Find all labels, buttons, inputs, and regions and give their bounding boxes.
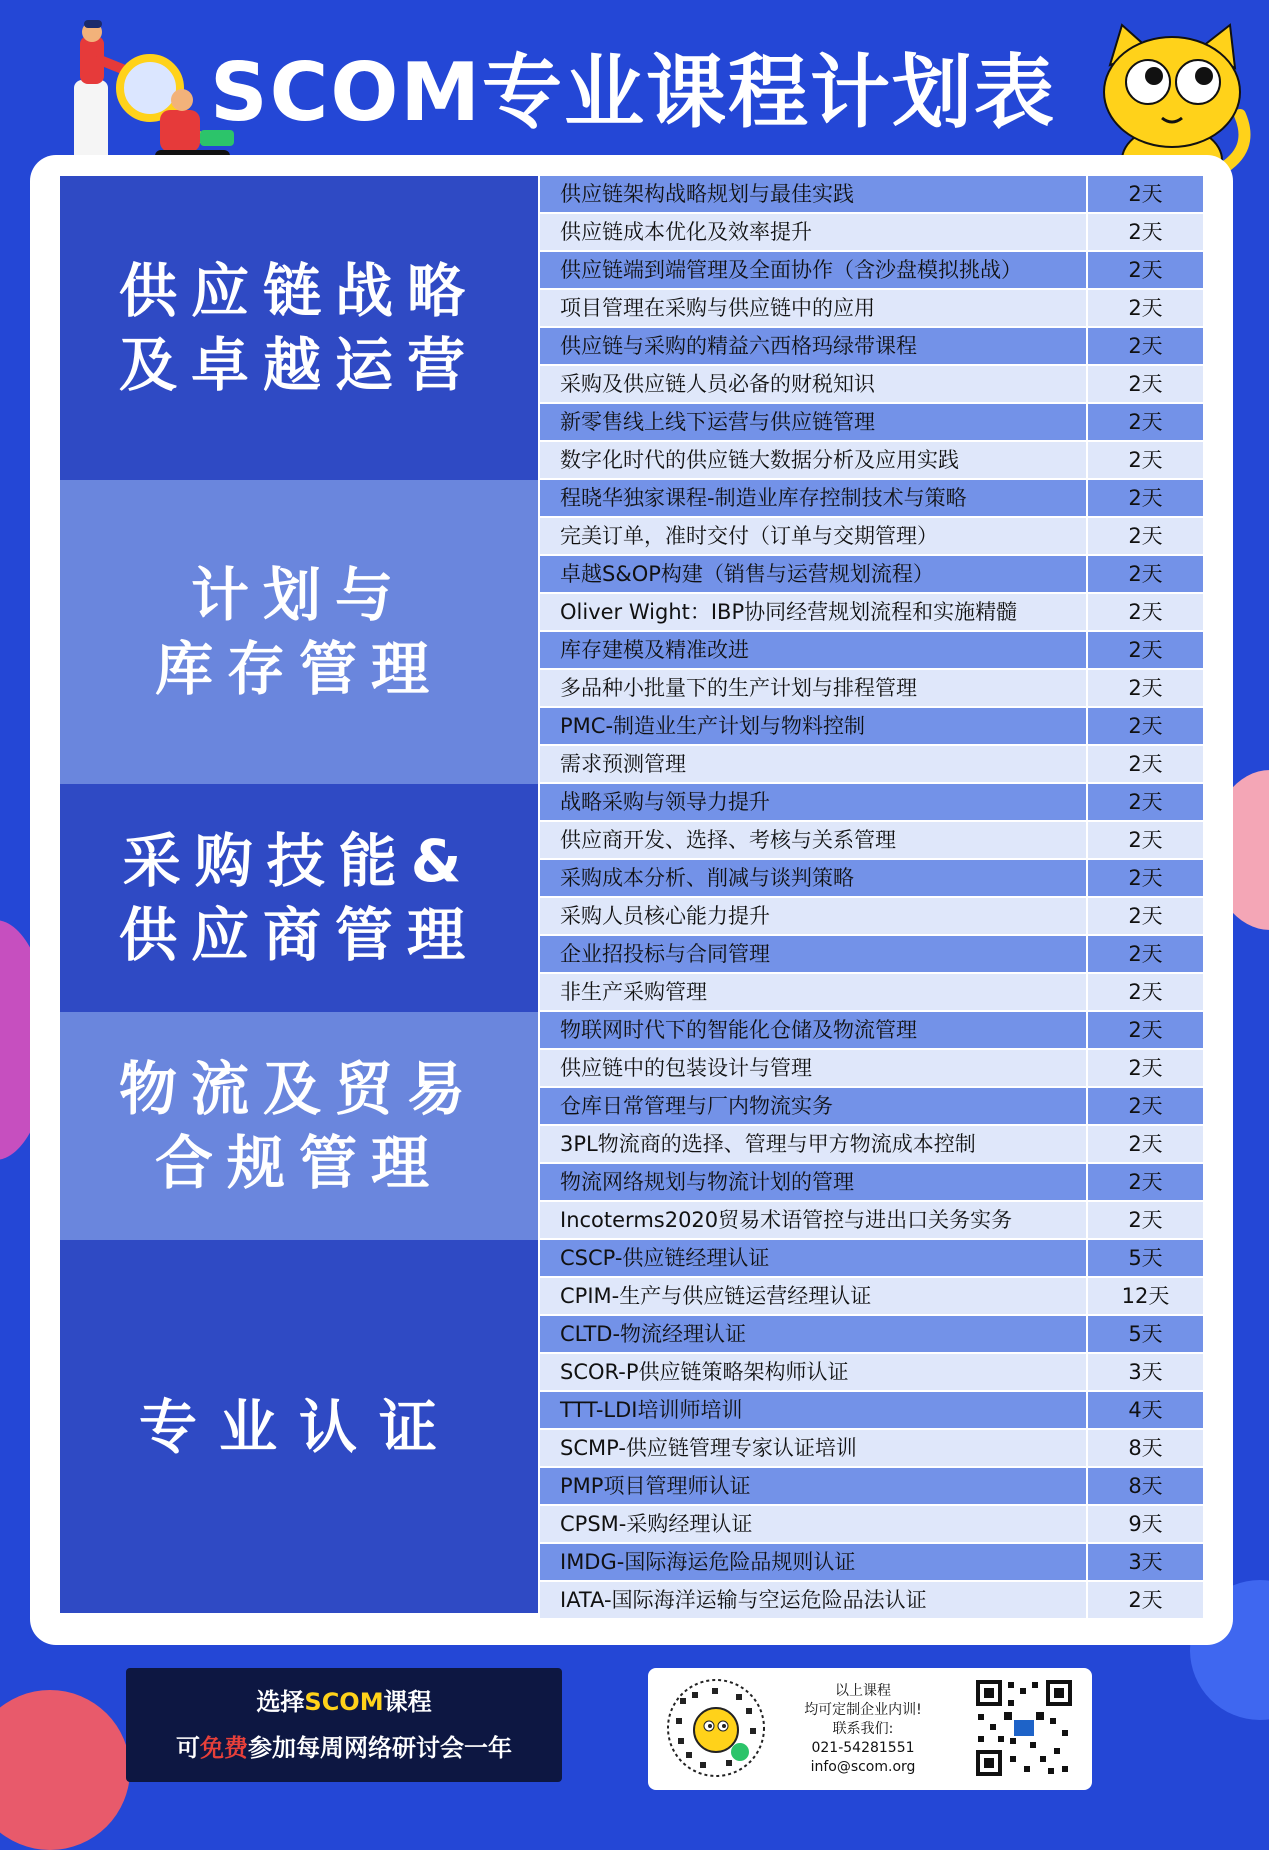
course-name: 需求预测管理 <box>540 746 1086 782</box>
course-row <box>540 594 1203 632</box>
course-row <box>540 518 1203 556</box>
course-days: 2天 <box>1088 366 1203 402</box>
course-name: 完美订单，准时交付（订单与交期管理） <box>540 518 1086 554</box>
promo-text: 可 <box>176 1734 200 1762</box>
course-days: 2天 <box>1088 632 1203 668</box>
course-days: 2天 <box>1088 1164 1203 1200</box>
course-days: 3天 <box>1088 1354 1203 1390</box>
course-row <box>540 670 1203 708</box>
course-days: 2天 <box>1088 328 1203 364</box>
course-days: 12天 <box>1088 1278 1203 1314</box>
course-days: 2天 <box>1088 860 1203 896</box>
course-name: 企业招投标与合同管理 <box>540 936 1086 972</box>
course-row <box>540 860 1203 898</box>
contact-line: 以上课程 <box>835 1683 891 1699</box>
course-table <box>60 176 1203 1613</box>
course-days: 2天 <box>1088 1126 1203 1162</box>
course-row <box>540 252 1203 290</box>
course-days: 3天 <box>1088 1544 1203 1580</box>
contact-box <box>648 1668 1092 1790</box>
course-name: 供应商开发、选择、考核与关系管理 <box>540 822 1086 858</box>
category-block <box>60 1012 538 1240</box>
course-row <box>540 1544 1203 1582</box>
category-block <box>60 480 538 784</box>
category-block <box>60 176 538 480</box>
promo-free: 免费 <box>200 1734 248 1762</box>
qr-code-icon[interactable] <box>974 1678 1074 1778</box>
course-row <box>540 784 1203 822</box>
course-row <box>540 290 1203 328</box>
course-days: 9天 <box>1088 1506 1203 1542</box>
course-name: 3PL物流商的选择、管理与甲方物流成本控制 <box>540 1126 1086 1162</box>
promo-text: 参加每周网络研讨会一年 <box>248 1734 512 1762</box>
course-row <box>540 1012 1203 1050</box>
page-title: SCOM专业课程计划表 <box>210 46 1056 139</box>
course-name: SCMP-供应链管理专家认证培训 <box>540 1430 1086 1466</box>
course-name: 采购成本分析、削减与谈判策略 <box>540 860 1086 896</box>
course-days: 2天 <box>1088 556 1203 592</box>
course-row <box>540 1126 1203 1164</box>
course-name: PMC-制造业生产计划与物料控制 <box>540 708 1086 744</box>
course-name: 新零售线上线下运营与供应链管理 <box>540 404 1086 440</box>
course-name: PMP项目管理师认证 <box>540 1468 1086 1504</box>
course-days: 2天 <box>1088 1088 1203 1124</box>
contact-phone[interactable]: 021-54281551 <box>811 1740 915 1756</box>
category-title: 物流及贸易 合规管理 <box>118 1055 479 1197</box>
course-days: 2天 <box>1088 442 1203 478</box>
course-days: 2天 <box>1088 404 1203 440</box>
course-name: 物流网络规划与物流计划的管理 <box>540 1164 1086 1200</box>
course-days: 2天 <box>1088 1582 1203 1618</box>
course-row <box>540 898 1203 936</box>
course-days: 2天 <box>1088 746 1203 782</box>
course-row <box>540 176 1203 214</box>
course-name: 供应链中的包装设计与管理 <box>540 1050 1086 1086</box>
course-name: 项目管理在采购与供应链中的应用 <box>540 290 1086 326</box>
promo-line-1 <box>126 1686 562 1718</box>
contact-line: 均可定制企业内训! <box>804 1702 922 1718</box>
course-row <box>540 214 1203 252</box>
course-days: 2天 <box>1088 670 1203 706</box>
course-row <box>540 1506 1203 1544</box>
course-name: SCOR-P供应链策略架构师认证 <box>540 1354 1086 1390</box>
course-name: CLTD-物流经理认证 <box>540 1316 1086 1352</box>
category-block <box>60 784 538 1012</box>
course-days: 2天 <box>1088 176 1203 212</box>
course-row <box>540 1088 1203 1126</box>
course-name: IMDG-国际海运危险品规则认证 <box>540 1544 1086 1580</box>
course-row <box>540 822 1203 860</box>
course-row <box>540 480 1203 518</box>
course-name: Incoterms2020贸易术语管控与进出口关务实务 <box>540 1202 1086 1238</box>
course-row <box>540 974 1203 1012</box>
course-name: 非生产采购管理 <box>540 974 1086 1010</box>
course-row <box>540 1430 1203 1468</box>
course-row <box>540 632 1203 670</box>
category-title: 计划与 库存管理 <box>154 561 443 703</box>
course-name: CPSM-采购经理认证 <box>540 1506 1086 1542</box>
course-days: 8天 <box>1088 1430 1203 1466</box>
course-name: CPIM-生产与供应链运营经理认证 <box>540 1278 1086 1314</box>
course-days: 2天 <box>1088 480 1203 516</box>
course-days: 2天 <box>1088 974 1203 1010</box>
course-name: 供应链架构战略规划与最佳实践 <box>540 176 1086 212</box>
course-row <box>540 1354 1203 1392</box>
course-row <box>540 1240 1203 1278</box>
category-title: 采购技能& 供应商管理 <box>118 827 479 969</box>
promo-banner <box>126 1668 562 1782</box>
course-name: 采购人员核心能力提升 <box>540 898 1086 934</box>
contact-email[interactable]: info@scom.org <box>810 1759 916 1775</box>
course-row <box>540 1278 1203 1316</box>
course-name: Oliver Wight：IBP协同经营规划流程和实施精髓 <box>540 594 1086 630</box>
course-row <box>540 442 1203 480</box>
course-row <box>540 746 1203 784</box>
course-days: 2天 <box>1088 1202 1203 1238</box>
promo-line-2 <box>126 1732 562 1764</box>
course-name: 多品种小批量下的生产计划与排程管理 <box>540 670 1086 706</box>
course-row <box>540 936 1203 974</box>
course-row <box>540 1392 1203 1430</box>
course-row <box>540 328 1203 366</box>
bg-circle-bottom-left <box>0 1690 130 1850</box>
course-name: IATA-国际海洋运输与空运危险品法认证 <box>540 1582 1086 1618</box>
course-days: 2天 <box>1088 594 1203 630</box>
course-row <box>540 404 1203 442</box>
course-name: 数字化时代的供应链大数据分析及应用实践 <box>540 442 1086 478</box>
course-days: 2天 <box>1088 936 1203 972</box>
course-name: 供应链端到端管理及全面协作（含沙盘模拟挑战） <box>540 252 1086 288</box>
promo-text: 课程 <box>383 1688 432 1716</box>
course-days: 5天 <box>1088 1240 1203 1276</box>
course-row <box>540 1050 1203 1088</box>
contact-info <box>778 1682 948 1777</box>
course-name: 战略采购与领导力提升 <box>540 784 1086 820</box>
course-row <box>540 708 1203 746</box>
course-row <box>540 1316 1203 1354</box>
course-days: 2天 <box>1088 784 1203 820</box>
course-name: 卓越S&OP构建（销售与运营规划流程） <box>540 556 1086 592</box>
category-title: 专业认证 <box>138 1392 459 1461</box>
category-title: 供应链战略 及卓越运营 <box>118 257 479 399</box>
course-days: 2天 <box>1088 1050 1203 1086</box>
course-days: 5天 <box>1088 1316 1203 1352</box>
course-row <box>540 1202 1203 1240</box>
course-name: 供应链与采购的精益六西格玛绿带课程 <box>540 328 1086 364</box>
course-days: 8天 <box>1088 1468 1203 1504</box>
promo-brand: SCOM <box>304 1688 384 1716</box>
course-name: 物联网时代下的智能化仓储及物流管理 <box>540 1012 1086 1048</box>
course-name: 供应链成本优化及效率提升 <box>540 214 1086 250</box>
course-row <box>540 1468 1203 1506</box>
course-row <box>540 1164 1203 1202</box>
promo-text: 选择 <box>256 1688 305 1716</box>
course-name: 采购及供应链人员必备的财税知识 <box>540 366 1086 402</box>
course-days: 2天 <box>1088 1012 1203 1048</box>
course-row <box>540 556 1203 594</box>
course-days: 2天 <box>1088 214 1203 250</box>
course-name: 程晓华独家课程-制造业库存控制技术与策略 <box>540 480 1086 516</box>
course-row <box>540 1582 1203 1620</box>
mascot-qr-icon[interactable] <box>666 1678 766 1778</box>
course-name: 库存建模及精准改进 <box>540 632 1086 668</box>
course-days: 2天 <box>1088 898 1203 934</box>
contact-line: 联系我们: <box>832 1721 894 1737</box>
course-days: 4天 <box>1088 1392 1203 1428</box>
course-name: 仓库日常管理与厂内物流实务 <box>540 1088 1086 1124</box>
course-days: 2天 <box>1088 822 1203 858</box>
course-days: 2天 <box>1088 518 1203 554</box>
course-name: TTT-LDI培训师培训 <box>540 1392 1086 1428</box>
category-block <box>60 1240 538 1613</box>
course-name: CSCP-供应链经理认证 <box>540 1240 1086 1276</box>
course-days: 2天 <box>1088 252 1203 288</box>
course-days: 2天 <box>1088 708 1203 744</box>
course-days: 2天 <box>1088 290 1203 326</box>
course-row <box>540 366 1203 404</box>
